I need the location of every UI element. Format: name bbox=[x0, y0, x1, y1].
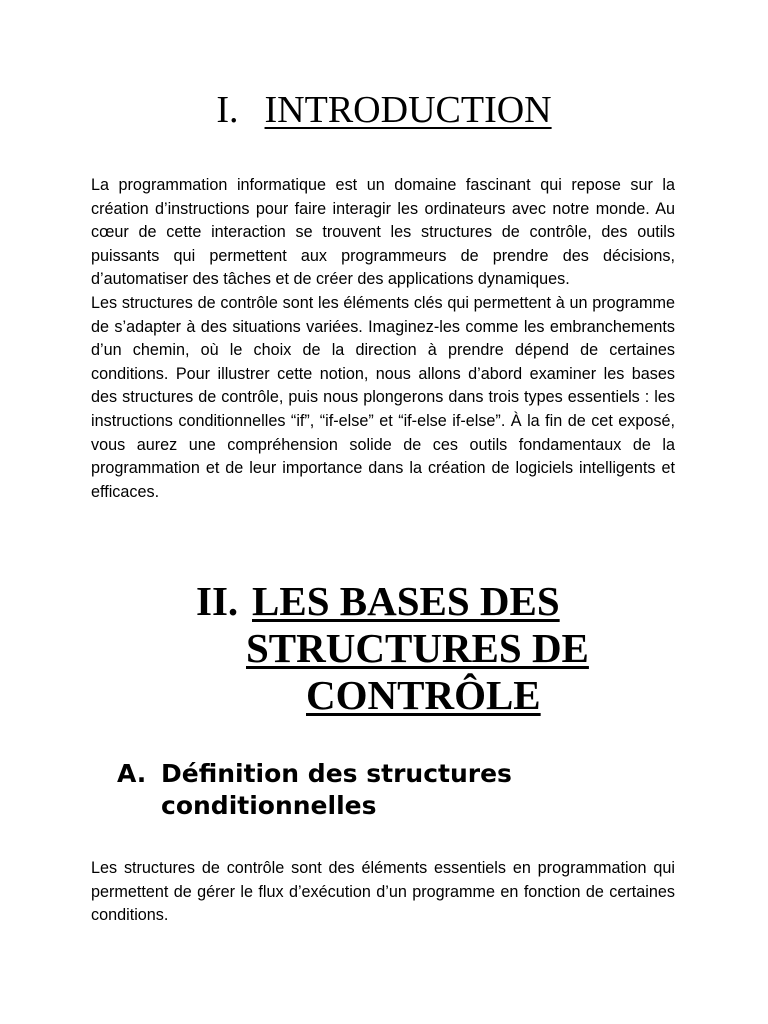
subsection-a-letter: A. bbox=[117, 759, 147, 788]
introduction-text bbox=[91, 174, 675, 504]
section-2-title-line-1: LES BASES DES bbox=[252, 578, 560, 624]
section-2-number: II. bbox=[196, 578, 239, 624]
definition-text bbox=[91, 857, 675, 928]
section-2-title-line-3: CONTRÔLE bbox=[306, 672, 541, 718]
definition-paragraph: Les structures de contrôle sont des éléments essentiels en programmation qui permettent de gérer le flux d’exécution d’un programme en fonction de certaines conditions. bbox=[91, 859, 675, 925]
intro-paragraph-2: Les structures de contrôle sont les éléments clés qui permettent à un programme de s’adapter à des situations variées. Imaginez-les comme les embranchements d’un chemin, où le choix de la direction à prendre dépend de certaines conditions. Pour illustrer cette notion, nous allons d’abord examiner les bases des structures de contrôle, puis nous plongerons dans trois types essentiels : les instructions conditionnelles “if”, “if-else” et “if-else if-else”. À la fin de cet exposé, vous aurez une compréhension solide de ces outils fondamentaux de la programmation et de leur importance dans la création de logiciels intelligents et efficaces. bbox=[91, 293, 675, 501]
section-1-title: INTRODUCTION bbox=[264, 89, 552, 131]
intro-paragraph-1: La programmation informatique est un domaine fascinant qui repose sur la création d’instructions pour faire interagir les ordinateurs avec notre monde. Au cœur de cette interaction se trouvent les structures de contrôle, des outils puissants qui permettent aux programmeurs de prendre des décisions, d’automatiser des tâches et de créer des applications dynamiques. bbox=[91, 176, 675, 289]
section-1-heading bbox=[0, 84, 768, 136]
section-1-number: I. bbox=[216, 89, 239, 131]
section-2-title-line-2: STRUCTURES DE bbox=[246, 625, 589, 671]
subsection-a-title: Définition des structures conditionnelles bbox=[161, 759, 512, 820]
